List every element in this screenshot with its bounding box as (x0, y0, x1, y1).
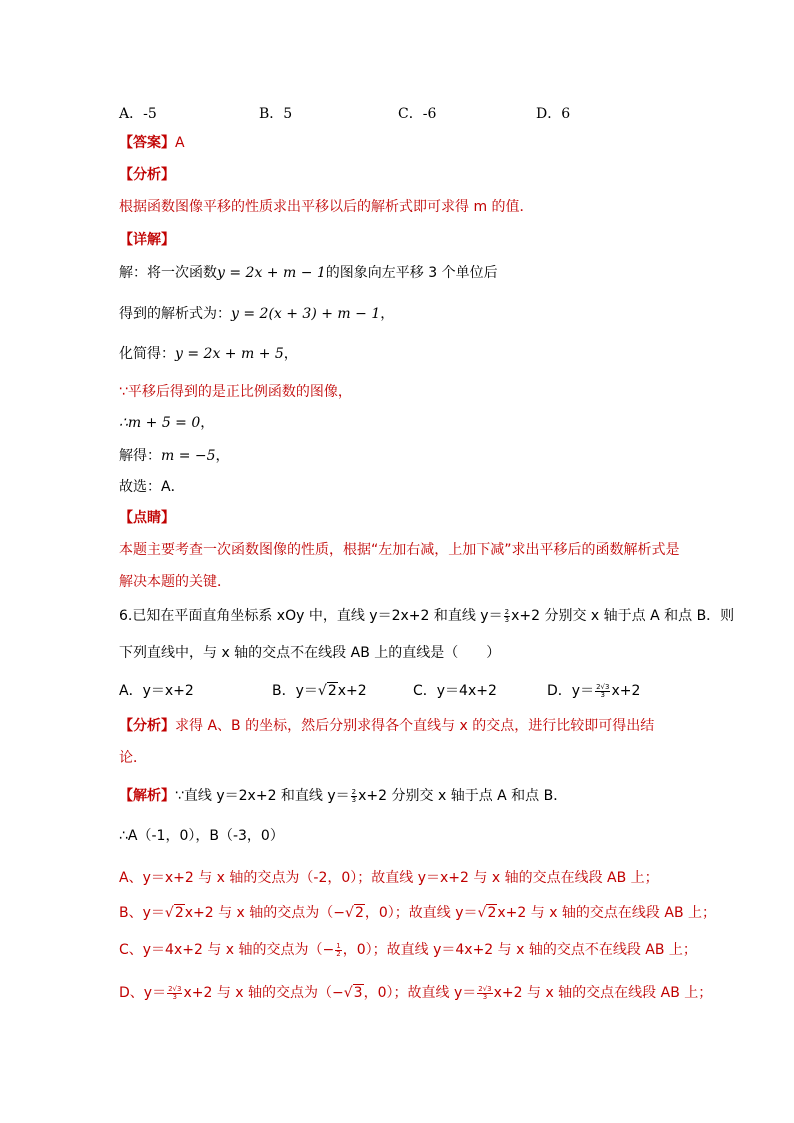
q5-detail-line3 (119, 344, 298, 364)
frac-den: 3 (504, 615, 510, 624)
q5-detail-line2 (119, 304, 394, 324)
sqrt-value: 2 (487, 905, 497, 921)
frac-num: 2√3 (168, 984, 182, 993)
frac-num: 2√3 (478, 984, 492, 993)
text-span: ， (283, 346, 298, 362)
q6-case-a: A、y＝x+2 与 x 轴的交点为（-2，0）；故直线 y＝x+2 与 x 轴的交点在线段 AB 上； (119, 870, 659, 886)
q5-detail-line6 (119, 446, 230, 466)
q5-detail-line5 (119, 413, 214, 433)
equation: y = 2x + m − 1 (217, 265, 326, 281)
fraction-2sqrt3-3 (595, 684, 610, 699)
frac-den: 3 (600, 690, 605, 699)
text-span: B．y＝ (272, 683, 318, 699)
q5-comment-line2: 解决本题的关键． (119, 574, 231, 590)
text-span: C、y＝4x+2 与 x 轴的交点为（− (119, 942, 335, 958)
q6-stem-line2: 下列直线中，与 x 轴的交点不在线段 AB 上的直线是（ ） (119, 645, 501, 661)
q6-analysis-label: 【分析】 (119, 718, 175, 734)
fraction-2-3 (351, 789, 357, 804)
text-span: ， (200, 415, 215, 431)
q5-option-d: D．6 (536, 106, 571, 122)
q6-case-b: B、y＝√2x+2 与 x 轴的交点为（−√2，0）；故直线 y＝√2x+2 与 x 轴的交点在线段 AB 上； (119, 905, 717, 921)
equation: ∴m + 5 = 0 (119, 415, 201, 431)
equation: y = 2x + m + 5 (175, 346, 284, 362)
q5-detail-label: 【详解】 (119, 232, 175, 248)
q5-option-a: A．-5 (119, 106, 157, 122)
fraction-2-3 (504, 609, 510, 624)
q6-case-d: D、y＝ $\frac{2√3}{3}$ x+2 与 x 轴的交点为（−√3，0）；故直线 y＝ $\frac{2√3}{3}$ x+2 与 x 轴的交点在线段 AB 上； (119, 984, 713, 1001)
q5-option-b: B．5 (259, 106, 293, 122)
text-span: 6.已知在平面直角坐标系 xOy 中，直线 y＝2x+2 和直线 y＝ (119, 608, 503, 624)
q5-comment-line1: 本题主要考查一次函数图像的性质，根据“左加右减，上加下减”求出平移后的函数解析式是 (119, 542, 680, 558)
text-span: 得到的解析式为： (119, 306, 231, 322)
q5-analysis-text: 根据函数图像平移的性质求出平移以后的解析式即可求得 m 的值． (119, 199, 534, 215)
q5-detail-line1 (119, 263, 498, 283)
q6-analysis-line2: 论． (119, 750, 147, 766)
frac-den: 3 (172, 992, 177, 1001)
q6-option-c: C．y＝4x+2 (413, 683, 497, 699)
frac-den: 3 (351, 795, 357, 804)
q6-case-c (119, 940, 697, 960)
text-span: B、y＝ (119, 905, 165, 921)
text-span: ，0）；故直线 y＝ (363, 985, 477, 1001)
text-span: x+2 (611, 683, 641, 699)
text-span: ，0）；故直线 y＝ (364, 905, 478, 921)
frac-num: 2√3 (596, 682, 610, 691)
text-span: x+2 与 x 轴的交点为（− (183, 985, 344, 1001)
answer-line (119, 133, 185, 153)
q6-solution-label: 【解析】 (119, 788, 175, 804)
frac-num: 2 (504, 607, 510, 616)
fraction-2sqrt3-3 (167, 986, 182, 1001)
text-span: 求得 A、B 的坐标，然后分别求得各个直线与 x 的交点，进行比较即可得出结 (175, 718, 655, 734)
text-span: 解得： (119, 448, 161, 464)
q5-option-c: C．-6 (398, 106, 437, 122)
q6-option-d (547, 680, 640, 700)
text-span: 解：将一次函数 (119, 265, 217, 281)
q5-comment-label: 【点睛】 (119, 510, 175, 526)
q5-detail-line4: ∵平移后得到的是正比例函数的图像， (119, 384, 352, 400)
q6-option-b: B．y＝√2x+2 (272, 683, 367, 699)
frac-num: 1 (336, 941, 341, 950)
equation: y = 2(x + 3) + m − 1 (231, 306, 381, 322)
q6-stem-line1 (119, 606, 734, 626)
text-span: ， (215, 448, 230, 464)
equation: m = −5 (161, 448, 216, 464)
text-span: 的图象向左平移 3 个单位后 (325, 265, 498, 281)
text-span: ， (380, 306, 395, 322)
fraction-2sqrt3-3 (477, 986, 492, 1001)
q6-coords-line: ∴A（-1，0），B（-3，0） (119, 828, 284, 844)
q6-option-a: A．y＝x+2 (119, 683, 194, 699)
text-span: ，0）；故直线 y＝4x+2 与 x 轴的交点不在线段 AB 上； (342, 942, 697, 958)
fraction-1-2 (335, 943, 341, 958)
q6-analysis-line1 (119, 716, 654, 736)
sqrt-value: 2 (174, 905, 184, 921)
text-span: x+2 (337, 683, 367, 699)
text-span: D、y＝ (119, 985, 167, 1001)
text-span: 化简得： (119, 346, 175, 362)
sqrt-value: 2 (327, 683, 337, 699)
text-span: D．y＝ (547, 683, 595, 699)
frac-den: 2 (336, 949, 341, 958)
sqrt-value: 2 (354, 905, 364, 921)
text-span: x+2 分别交 x 轴于点 A 和点 B．则 (511, 608, 735, 624)
text-span: x+2 与 x 轴的交点为（− (184, 905, 346, 921)
q5-detail-line7: 故选：A． (119, 479, 185, 495)
answer-label: 【答案】 (119, 135, 175, 151)
text-span: x+2 与 x 轴的交点在线段 AB 上； (497, 905, 717, 921)
answer-value: A (175, 135, 185, 151)
q5-analysis-label: 【分析】 (119, 167, 175, 183)
text-span: x+2 与 x 轴的交点在线段 AB 上； (493, 985, 713, 1001)
frac-num: 2 (351, 787, 357, 796)
sqrt-value: 3 (353, 985, 363, 1001)
frac-den: 3 (482, 992, 488, 1001)
q6-solution-line (119, 786, 567, 806)
text-span: x+2 分别交 x 轴于点 A 和点 B． (358, 788, 568, 804)
text-span: ∵直线 y＝2x+2 和直线 y＝ (175, 788, 350, 804)
